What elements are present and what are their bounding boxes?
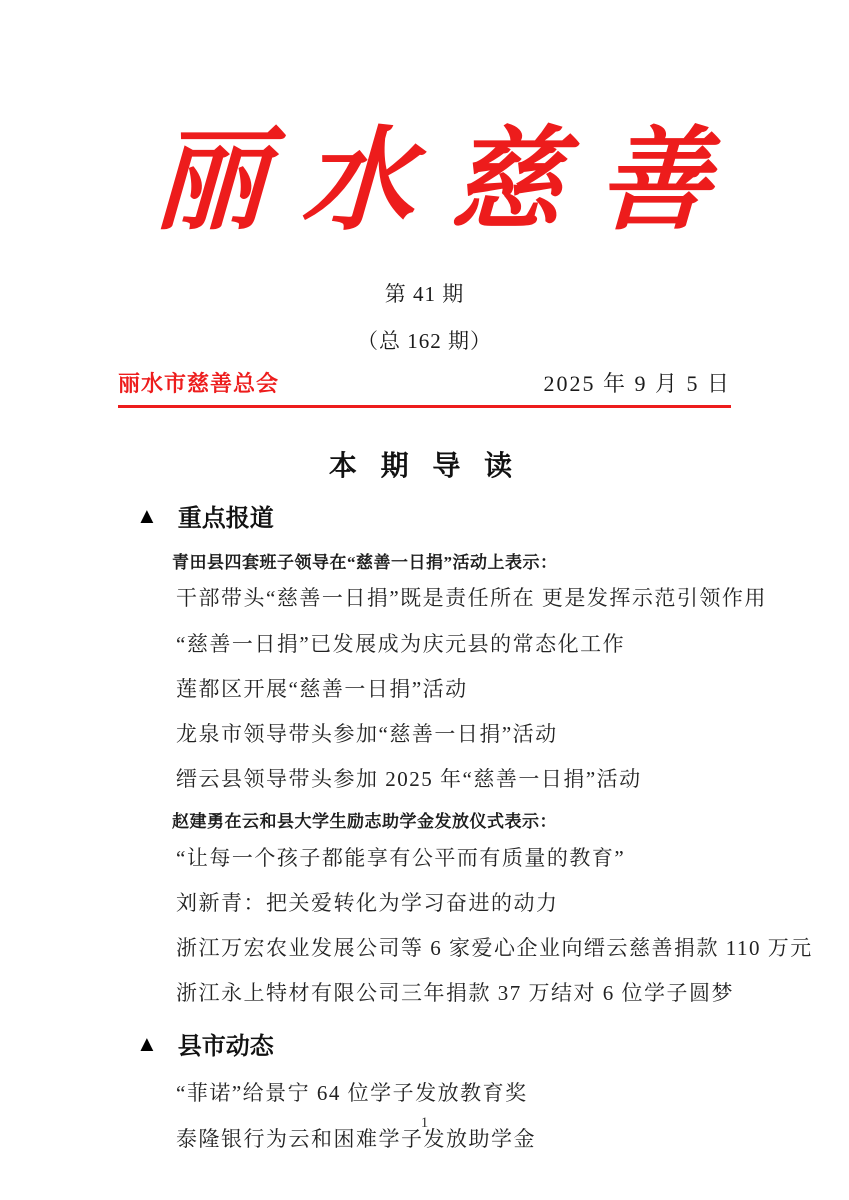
toc-article-title: 刘新青：把关爱转化为学习奋进的动力	[176, 890, 559, 915]
masthead-calligraphy-title: 丽水慈善	[151, 120, 749, 244]
toc-article-title: 龙泉市领导带头参加“慈善一日捐”活动	[176, 721, 558, 746]
section-heading	[136, 498, 731, 533]
toc-sections	[118, 498, 813, 1152]
issue-number: 第 41 期	[384, 282, 465, 306]
toc-section	[118, 498, 813, 1006]
toc-title: 本 期 导 读	[328, 450, 521, 481]
toc-article-title: 浙江万宏农业发展公司等 6 家爱心企业向缙云慈善捐款 110 万元	[176, 936, 813, 961]
toc-article-title: 干部带头“慈善一日捐”既是责任所在 更是发挥示范引领作用	[176, 586, 767, 611]
toc-article-title: “让每一个孩子都能享有公平而有质量的教育”	[176, 845, 626, 870]
toc-article-title: 莲都区开展“慈善一日捐”活动	[176, 676, 468, 701]
issue-total-number: （总 162 期）	[357, 329, 492, 353]
triangle-marker-icon: ▲	[136, 1030, 158, 1056]
toc-section	[118, 1026, 731, 1151]
toc-article-title: 浙江永上特材有限公司三年捐款 37 万结对 6 位学子圆梦	[176, 981, 734, 1006]
section-heading-label: 重点报道	[177, 505, 274, 532]
toc-intro-line: 赵建勇在云和县大学生励志助学金发放仪式表示：	[172, 812, 557, 832]
section-item-list	[172, 553, 813, 1006]
organization-name: 丽水市慈善总会	[118, 371, 280, 396]
masthead-rule-row	[118, 367, 731, 408]
toc-article-title: “菲诺”给景宁 64 位学子发放教育奖	[176, 1081, 528, 1106]
section-heading-label: 县市动态	[177, 1033, 274, 1061]
triangle-marker-icon: ▲	[136, 502, 158, 528]
toc-article-title: 缙云县领导带头参加 2025 年“慈善一日捐”活动	[176, 767, 642, 792]
page-number: 1	[420, 1115, 429, 1131]
toc-article-title: “慈善一日捐”已发展成为庆元县的常态化工作	[176, 631, 626, 656]
toc-intro-line: 青田县四套班子领导在“慈善一日捐”活动上表示：	[172, 553, 558, 572]
page-content	[0, 112, 849, 1152]
toc-article-title: 泰隆银行为云和困难学子发放助学金	[176, 1126, 536, 1151]
section-heading	[136, 1026, 731, 1061]
issue-date: 2025 年 9 月 5 日	[543, 371, 731, 396]
